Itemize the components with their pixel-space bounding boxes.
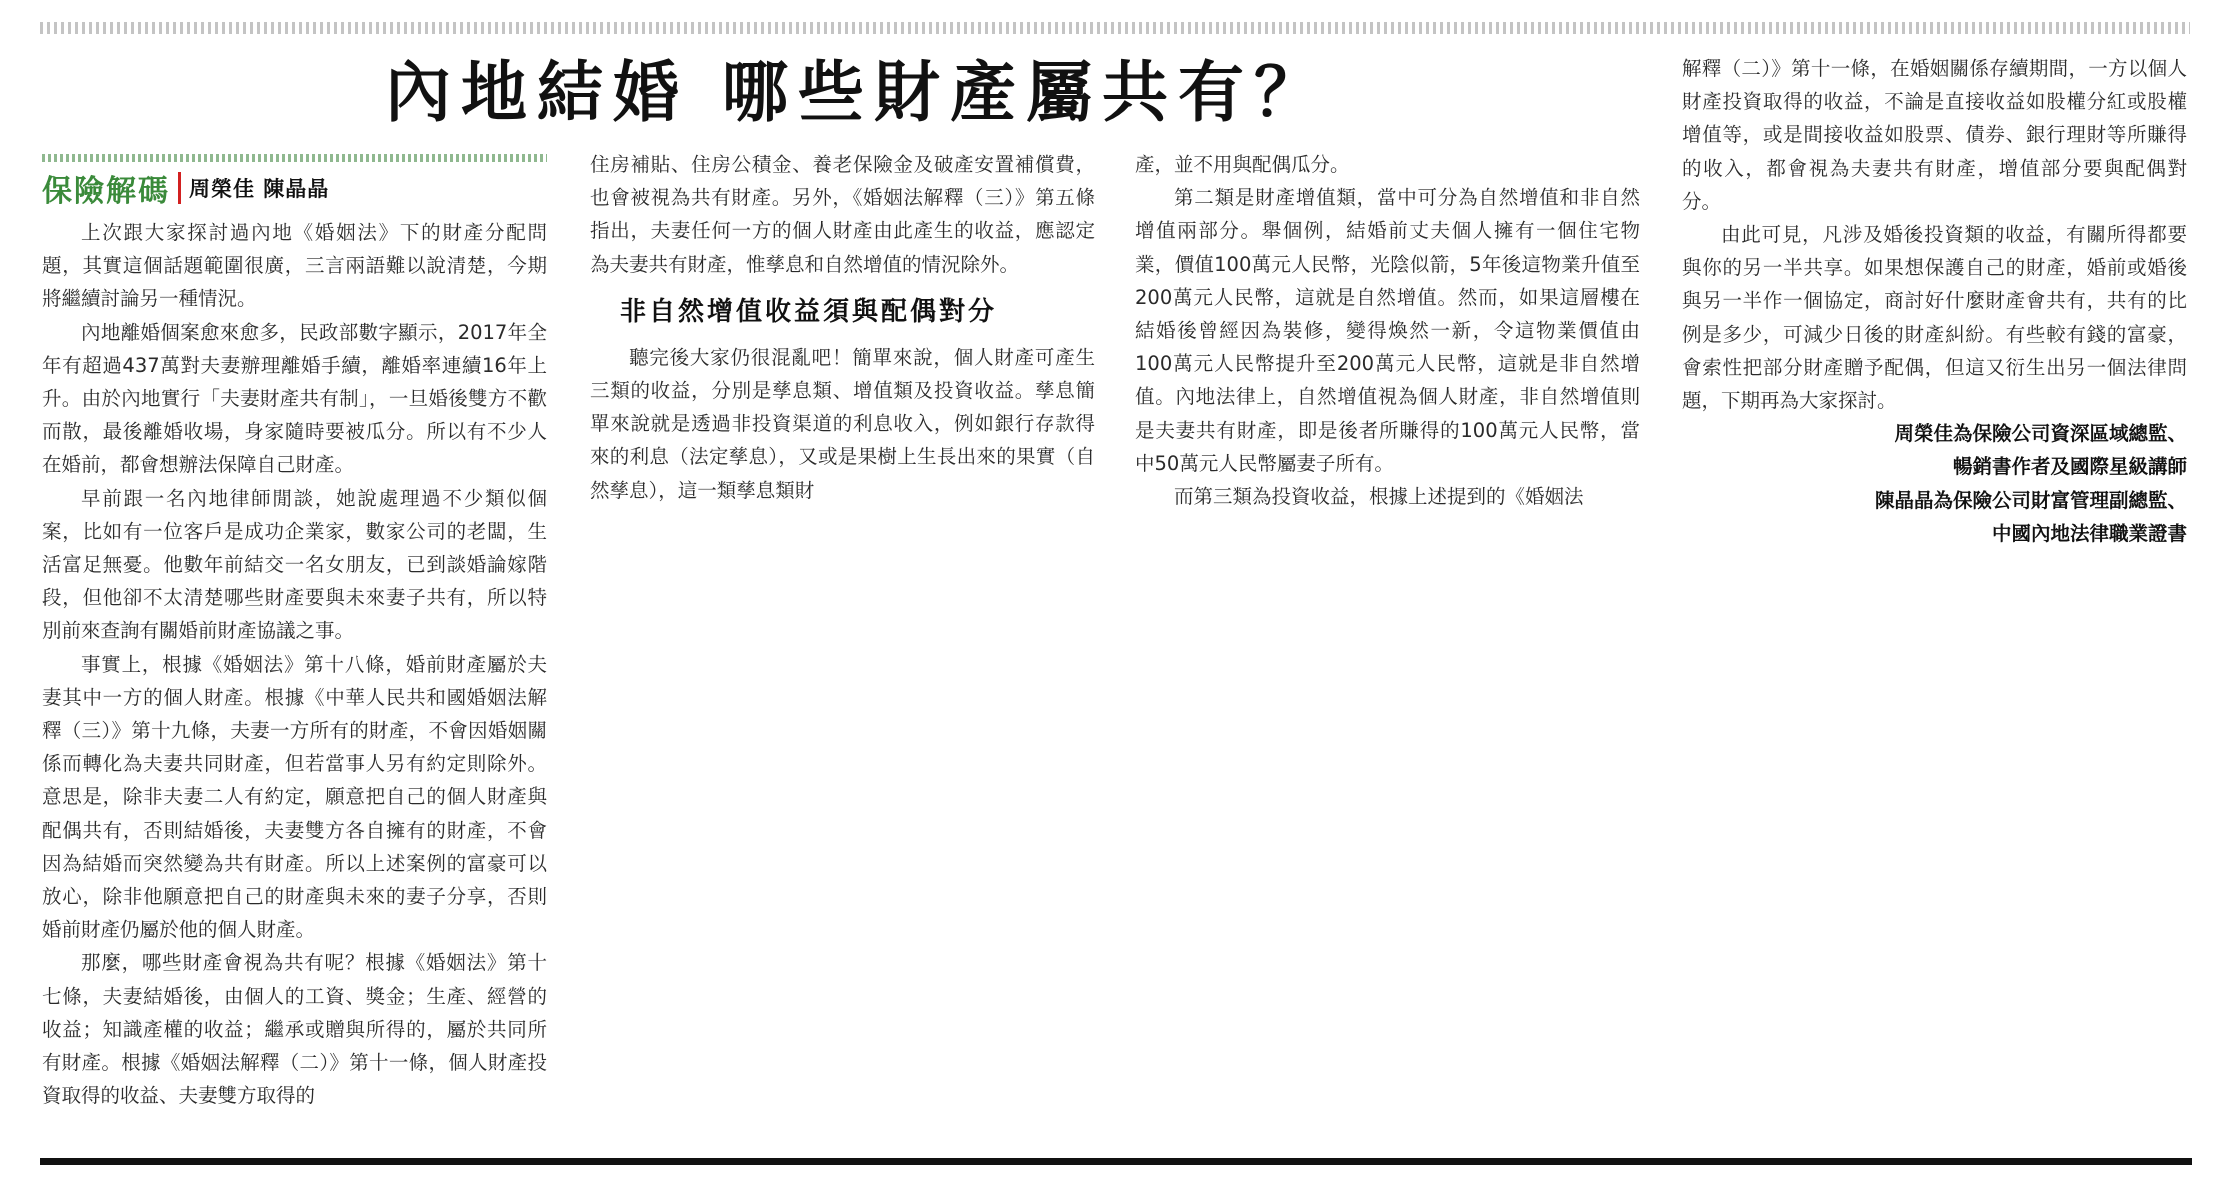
column-header-rule xyxy=(42,154,547,162)
article-column-4 xyxy=(1682,52,2187,550)
column-header xyxy=(42,166,329,210)
paragraph-continued: 住房補貼、住房公積金、養老保險金及破產安置補償費，也會被視為共有財產。另外，《婚姻法解釋（三）》第五條指出，夫妻任何一方的個人財產由此產生的收益，應認定為夫妻共有財產，惟孳息和自然增值的情況除外。 xyxy=(590,153,1095,276)
subheading: 非自然增值收益須與配偶對分 xyxy=(620,296,998,327)
paragraph: 而第三類為投資收益，根據上述提到的《婚姻法 xyxy=(1174,485,1584,509)
paragraph-continued: 解釋（二）》第十一條，在婚姻關係存續期間，一方以個人財產投資取得的收益，不論是直接收益如股權分紅或股權增值等，或是間接收益如股票、債券、銀行理財等所賺得的收入，都會視為夫妻共有財產，增值部分要與配偶對分。 xyxy=(1682,57,2187,213)
author-bio xyxy=(1682,417,2187,550)
paragraph: 內地離婚個案愈來愈多，民政部數字顯示，2017年全年有超過437萬對夫妻辦理離婚手續，離婚率連續16年上升。由於內地實行「夫妻財產共有制」，一旦婚後雙方不歡而散，最後離婚收場，身家隨時要被瓜分。所以有不少人在婚前，都會想辦法保障自己財產。 xyxy=(42,320,547,477)
author-bio-line: 陳晶晶為保險公司財富管理副總監、 xyxy=(1874,488,2187,512)
paragraph: 上次跟大家探討過內地《婚姻法》下的財產分配問題，其實這個話題範圍很廣，三言兩語難以說清楚，今期將繼續討論另一種情況。 xyxy=(42,221,547,311)
headline: 內地結婚 哪些財產屬共有？ xyxy=(385,54,1330,131)
author-bio-line: 暢銷書作者及國際星級講師 xyxy=(1952,455,2187,479)
paragraph: 那麼，哪些財產會視為共有呢？根據《婚姻法》第十七條，夫妻結婚後，由個人的工資、獎金；生產、經營的收益；知識產權的收益；繼承或贈與所得的，屬於共同所有財產。根據《婚姻法解釋（二）》第十一條，個人財產投資取得的收益、夫妻雙方取得的 xyxy=(42,951,547,1108)
paragraph: 早前跟一名內地律師閒談，她說處理過不少類似個案，比如有一位客戶是成功企業家，數家公司的老闆，生活富足無憂。他數年前結交一名女朋友，已到談婚論嫁階段，但他卻不太清楚哪些財產要與未來妻子共有，所以特別前來查詢有關婚前財產協議之事。 xyxy=(42,486,547,643)
author-bio-line: 中國內地法律職業證書 xyxy=(1991,521,2187,545)
column-name: 保險解碼 xyxy=(42,174,170,209)
column-header-divider xyxy=(178,172,181,204)
paragraph: 第二類是財產增值類，當中可分為自然增值和非自然增值兩部分。舉個例，結婚前丈夫個人擁有一個住宅物業，價值100萬元人民幣，光陰似箭，5年後這物業升值至200萬元人民幣，這就是自然增值。然而，如果這層樓在結婚後曾經因為裝修，變得煥然一新，令這物業價值由100萬元人民幣提升至200萬元人民幣，這就是非自然增值。內地法律上，自然增值視為個人財產，非自然增值則是夫妻共有財產，即是後者所賺得的100萬元人民幣，當中50萬元人民幣屬妻子所有。 xyxy=(1135,186,1640,475)
article-column-1 xyxy=(42,216,547,1112)
paragraph-continued: 產，並不用與配偶瓜分。 xyxy=(1135,153,1350,176)
bottom-rule xyxy=(40,1158,2192,1165)
paragraph: 由此可見，凡涉及婚後投資類的收益，有關所得都要與你的另一半共享。如果想保護自己的財產，婚前或婚後與另一半作一個協定，商討好什麼財產會共有，共有的比例是多少，可減少日後的財產糾紛。有些較有錢的富豪，會索性把部分財產贈予配偶，但這又衍生出另一個法律問題，下期再為大家探討。 xyxy=(1682,223,2187,413)
article-column-2 xyxy=(590,148,1095,507)
article-column-3 xyxy=(1135,148,1640,513)
byline: 周榮佳 陳晶晶 xyxy=(189,177,330,201)
author-bio-line: 周榮佳為保險公司資深區域總監、 xyxy=(1894,422,2187,446)
paragraph: 聽完後大家仍很混亂吧！簡單來說，個人財產可產生三類的收益，分別是孳息類、增值類及投資收益。孳息簡單來說就是透過非投資渠道的利息收入，例如銀行存款得來的利息（法定孳息），又或是果樹上生長出來的果實（自然孳息），這一類孳息類財 xyxy=(590,345,1095,502)
paragraph: 事實上，根據《婚姻法》第十八條，婚前財產屬於夫妻其中一方的個人財產。根據《中華人民共和國婚姻法解釋（三）》第十九條，夫妻一方所有的財產，不會因婚姻關係而轉化為夫妻共同財產，但若當事人另有約定則除外。意思是，除非夫妻二人有約定，願意把自己的個人財產與配偶共有，否則結婚後，夫妻雙方各自擁有的財產，不會因為結婚而突然變為共有財產。所以上述案例的富豪可以放心，除非他願意把自己的財產與未來的妻子分享，否則婚前財產仍屬於他的個人財產。 xyxy=(42,652,547,942)
top-dotted-rule xyxy=(40,22,2190,34)
